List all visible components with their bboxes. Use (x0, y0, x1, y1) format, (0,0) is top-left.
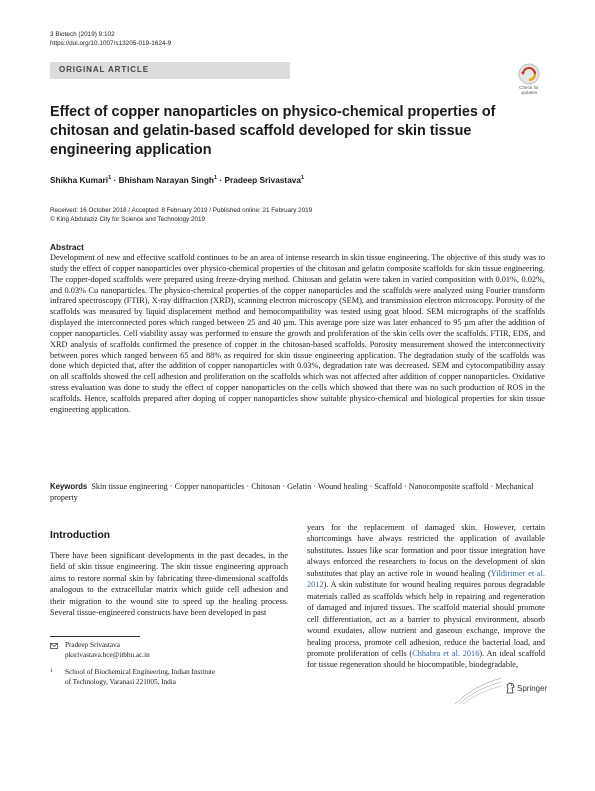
article-title: Effect of copper nanoparticles on physico-chemical properties of chitosan and gelatin-based scaffold developed for skin tissue engineering application (50, 104, 496, 159)
author-affiliation-mark: 1 (301, 175, 305, 182)
check-for-updates-badge[interactable] (512, 63, 546, 99)
introduction-text-right (307, 522, 545, 671)
article-type-label: ORIGINAL ARTICLE (59, 65, 149, 74)
introduction-text-left: There have been significant developments in the past decades, in the field of skin tissue engineering. The skin tissue engineering approach aims to restore normal skin by fabricating three-dimensional scaffolds analogous to the extracellular matrix which guide cell adhesion and their migration to the wound site to speed up the healing process. Several tissue-engineered constructs have been developed in past (50, 551, 288, 618)
author-affiliation-mark: 1 (108, 175, 112, 182)
intro-text-segment: ). A skin substitute for wound healing requires porous degradable materials called as scaffolds which help in repairing and regeneration of damaged and injured tissues. The scaffold material should promote cell differentiation, act as a barrier to physical environment, absorb wound exudates, allow nutrient and gaseous exchange, improve the healing process, promote cell adhesion, reduce the bacterial load, and promote proliferation of cells ( (307, 580, 545, 658)
intro-text-segment: ). An ideal scaffold for tissue regeneration should be biocompatible, biodegradable, (307, 648, 545, 670)
publication-history: Received: 16 October 2018 / Accepted: 8 February 2019 / Published online: 21 February 2019 (50, 207, 313, 214)
check-for-updates-line1: Check for (519, 85, 539, 90)
author-name[interactable]: Bhisham Narayan Singh (118, 175, 215, 185)
author-separator: · (219, 175, 223, 185)
publisher-logo (453, 676, 548, 706)
author-affiliation-mark: 1 (214, 175, 218, 182)
affiliation-line: School of Biochemical Engineering, Indian Institute (65, 668, 216, 676)
affiliation-line: of Technology, Varanasi 221005, India (65, 677, 176, 686)
introduction-heading: Introduction (50, 530, 111, 541)
mail-icon (50, 643, 58, 649)
article-type-banner (50, 62, 290, 79)
journal-citation: 3 Biotech (2019) 9:102 (50, 31, 115, 38)
author-name[interactable]: Pradeep Srivastava (224, 175, 302, 185)
citation-link[interactable]: Chhabra et al. 2016 (412, 648, 480, 658)
citation-link[interactable]: Yildirimer et al. 2012 (307, 568, 545, 590)
keywords-list: Skin tissue engineering · Copper nanoparticles · Chitosan · Gelatin · Wound healing · Scaffold · Nanocomposite scaffold · Mechanical property (50, 482, 534, 502)
page-curl-icon (453, 676, 503, 706)
check-for-updates-line2: updates (520, 90, 538, 95)
check-for-updates-icon (512, 63, 546, 85)
publisher-name: Springer (517, 684, 548, 693)
contact-name: Pradeep Srivastava (65, 641, 120, 649)
springer-horse-icon (505, 682, 516, 694)
footnote-divider (50, 636, 140, 637)
author-list (50, 175, 304, 185)
doi-link[interactable]: https://doi.org/10.1007/s13205-019-1624-9 (50, 39, 172, 47)
intro-text-segment: years for the replacement of damaged skin. However, certain shortcomings have always restricted the application of available substitutes. Issues like scar formation and poor tissue integration have always enforced the researchers to focus on the development of skin substitutes that play an active role in wound healing ( (307, 523, 545, 578)
contact-email[interactable]: pksrivastava.bce@itbhu.ac.in (65, 650, 150, 659)
copyright-notice: © King Abdulaziz City for Science and Technology 2019 (50, 216, 206, 224)
author-name[interactable]: Shikha Kumari (50, 175, 109, 185)
affiliation-number: 1 (50, 668, 53, 674)
abstract-heading: Abstract (50, 242, 84, 252)
keywords-label: Keywords (50, 482, 88, 491)
journal-info (50, 31, 171, 48)
keywords-section (50, 481, 545, 503)
abstract-text: Development of new and effective scaffold continues to be an area of intense research in skin tissue engineering. The objective of this study was to study the effect of copper nanoparticles over physico-chemical properties of the chitosan and gelatin composite scaffolds for skin tissue engineering. The copper-doped scaffolds were prepared using freeze-drying method. Chitosan and gelatin were taken in varied composition with 0.01%, 0.02%, and 0.03% Cu nanoparticles. The physico-chemical properties of the copper nanoparticles and the scaffolds were analyzed using Fourier transform infrared spectroscopy (FTIR), X-ray diffraction (XRD), scanning electron microscopy (SEM), and transmission electron microscopy. Porosity of the scaffolds was measured by liquid displacement method and hemocompatibility was tested using goat blood. SEM micrographs of the scaffolds displayed the interconnected pores which ranged between 25 and 40 µm. This average pore size was later enhanced to 95 µm after the addition of copper nanoparticles. Cell viability assay was performed to ensure the growth and proliferation of the skin cells over the scaffolds. FTIR, EDS, and XRD analysis of scaffolds confirmed the presence of copper in the chitosan-based scaffolds. Porosity measurement showed the interconnectivity between pores which ranged between 65 and 88% as required for skin tissue engineering application. The degradation study of the scaffolds was done which depicted that, after the addition of copper nanoparticles with 0.03%, degradation rate was decreased. SEM and cytocompatibility assay on all scaffolds showed the cell adhesion and proliferation on the scaffolds which was not affected after addition of copper nanoparticles. Oxidative stress evaluation was done to study the effect of copper nanoparticles on the cells which showed that there was no such production of ROS in the scaffolds. Hence, scaffolds prepared after doping of copper nanoparticles show suitable physico-chemical and biological properties for skin tissue engineering application. (50, 253, 545, 414)
article-dates (50, 206, 312, 225)
author-separator: · (113, 175, 117, 185)
